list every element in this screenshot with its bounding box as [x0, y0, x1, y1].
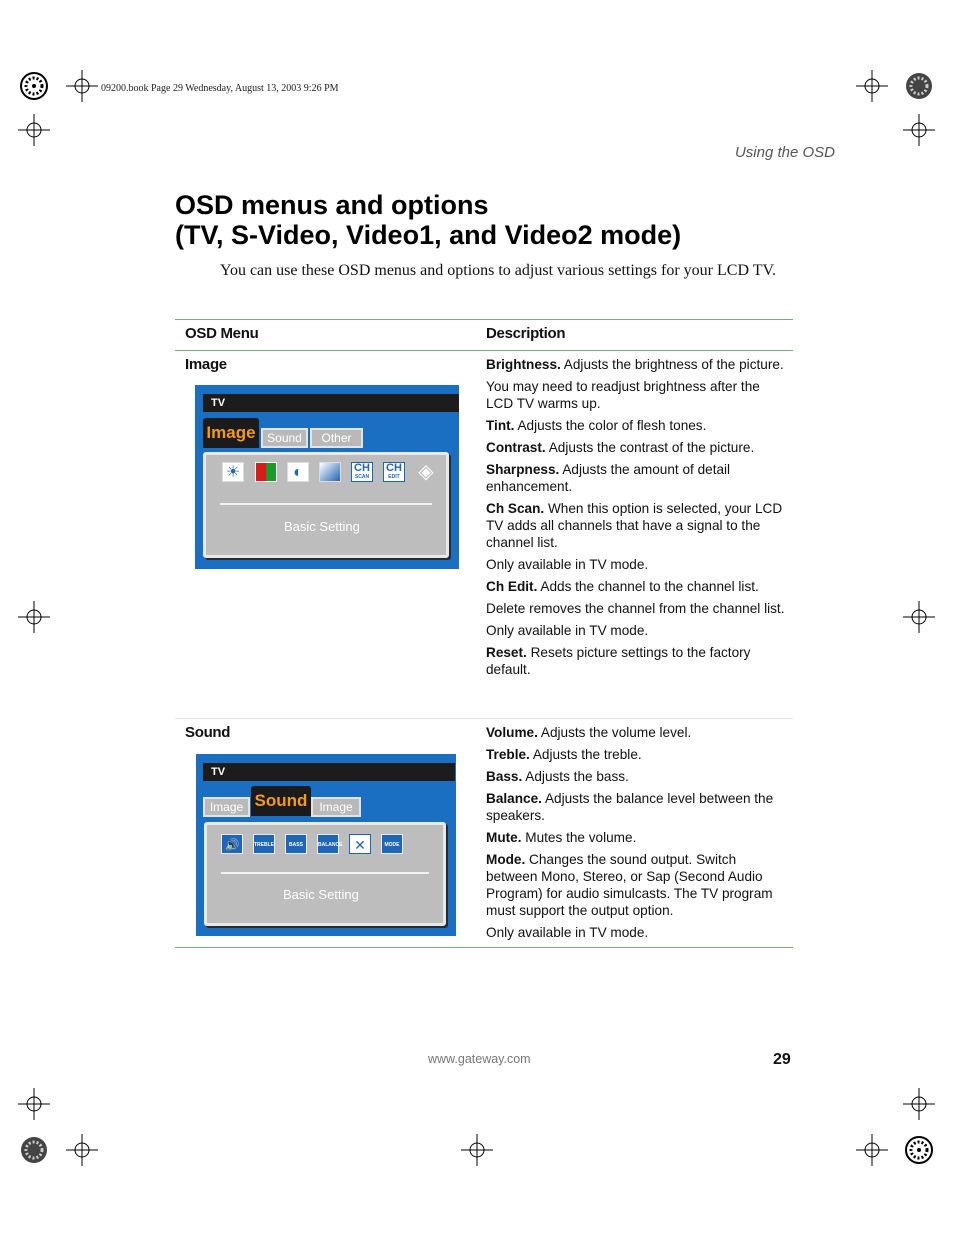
desc-item: Tint. Adjusts the color of flesh tones. — [486, 418, 707, 433]
column-header-description: Description — [486, 325, 566, 342]
desc-item: Delete removes the channel from the channel list. — [486, 601, 785, 616]
osd-tab-image-right: Image — [311, 797, 361, 817]
intro-paragraph: You can use these OSD menus and options to adjust various settings for your LCD TV. — [220, 262, 776, 279]
registration-wheel-icon — [903, 1134, 935, 1166]
row-label-sound: Sound — [185, 724, 231, 741]
desc-item: You may need to readjust brightness after the LCD TV warms up. — [486, 379, 760, 411]
crosshair-icon — [461, 1134, 493, 1166]
footer-url: www.gateway.com — [428, 1052, 531, 1066]
brightness-icon: ☀ — [222, 462, 244, 482]
osd-panel-separator — [221, 872, 429, 874]
crosshair-icon — [903, 1088, 935, 1120]
table-header-rule — [175, 350, 793, 351]
desc-item: Ch Scan. When this option is selected, your LCD TV adds all channels that have a signal to the channel list. — [486, 501, 783, 550]
osd-tab-sound: Sound — [261, 428, 308, 448]
table-bottom-rule — [175, 947, 793, 948]
desc-item: Bass. Adjusts the bass. — [486, 769, 629, 784]
desc-item: Treble. Adjusts the treble. — [486, 747, 642, 762]
bass-icon: BASS — [285, 834, 307, 854]
osd-tab-other: Other — [310, 428, 363, 448]
osd-panel — [203, 452, 449, 558]
treble-icon: TREBLE — [253, 834, 275, 854]
table-top-rule — [175, 319, 793, 320]
contrast-icon: ◐ — [287, 462, 309, 482]
desc-item: Contrast. Adjusts the contrast of the picture. — [486, 440, 755, 455]
crosshair-icon — [66, 1134, 98, 1166]
page-number: 29 — [773, 1051, 791, 1068]
osd-panel — [204, 822, 446, 926]
title-line-1: OSD menus and options — [175, 190, 489, 220]
desc-item: Mute. Mutes the volume. — [486, 830, 637, 845]
osd-tab-image-active: Image — [203, 418, 259, 448]
registration-wheel-icon — [18, 70, 50, 102]
crosshair-icon — [856, 1134, 888, 1166]
crosshair-icon — [66, 70, 98, 102]
crosshair-icon — [18, 1088, 50, 1120]
desc-item: Only available in TV mode. — [486, 925, 649, 940]
desc-item: Only available in TV mode. — [486, 557, 649, 572]
registration-wheel-icon — [18, 1134, 50, 1166]
sound-description — [486, 724, 788, 946]
column-header-osd-menu: OSD Menu — [185, 325, 259, 342]
desc-item: Volume. Adjusts the volume level. — [486, 725, 692, 740]
desc-item: Balance. Adjusts the balance level between the speakers. — [486, 791, 774, 823]
image-description — [486, 356, 788, 683]
balance-icon: BALANCE — [317, 834, 339, 854]
crosshair-icon — [903, 114, 935, 146]
osd-titlebar: TV — [203, 394, 459, 412]
osd-tab-sound-active: Sound — [251, 786, 311, 816]
osd-titlebar: TV — [203, 763, 455, 781]
desc-item: Mode. Changes the sound output. Switch between Mono, Stereo, or Sap (Second Audio Program) for audio simulcasts. The TV program must support the output option. — [486, 852, 773, 918]
registration-wheel-icon — [903, 70, 935, 102]
mute-icon: ✕ — [349, 834, 371, 854]
volume-icon: 🔊 — [221, 834, 243, 854]
desc-item: Only available in TV mode. — [486, 623, 649, 638]
row-label-image: Image — [185, 356, 227, 373]
osd-panel-label: Basic Setting — [283, 887, 359, 902]
book-info-line: 09200.book Page 29 Wednesday, August 13, 2003 9:26 PM — [101, 83, 339, 94]
mode-icon: MODE — [381, 834, 403, 854]
osd-sound-screenshot — [196, 754, 456, 936]
crosshair-icon — [18, 601, 50, 633]
row-separator — [175, 718, 793, 719]
running-header: Using the OSD — [734, 144, 835, 161]
crosshair-icon — [856, 70, 888, 102]
desc-item: Brightness. Adjusts the brightness of the picture. — [486, 357, 784, 372]
osd-panel-separator — [220, 503, 432, 505]
title-line-2: (TV, S-Video, Video1, and Video2 mode) — [175, 220, 682, 250]
tint-icon — [255, 462, 277, 482]
osd-image-screenshot — [195, 385, 459, 569]
page-title — [175, 190, 681, 250]
ch-scan-icon: CH SCAN — [351, 462, 373, 482]
desc-item: Reset. Resets picture settings to the factory default. — [486, 645, 751, 677]
desc-item: Sharpness. Adjusts the amount of detail enhancement. — [486, 462, 731, 494]
sharpness-icon — [319, 462, 341, 482]
reset-icon: ◈ — [418, 461, 434, 483]
crosshair-icon — [903, 601, 935, 633]
ch-edit-icon: CH EDIT — [383, 462, 405, 482]
osd-tab-image-left: Image — [203, 797, 250, 817]
desc-item: Ch Edit. Adds the channel to the channel list. — [486, 579, 759, 594]
osd-panel-label: Basic Setting — [284, 519, 360, 534]
crosshair-icon — [18, 114, 50, 146]
